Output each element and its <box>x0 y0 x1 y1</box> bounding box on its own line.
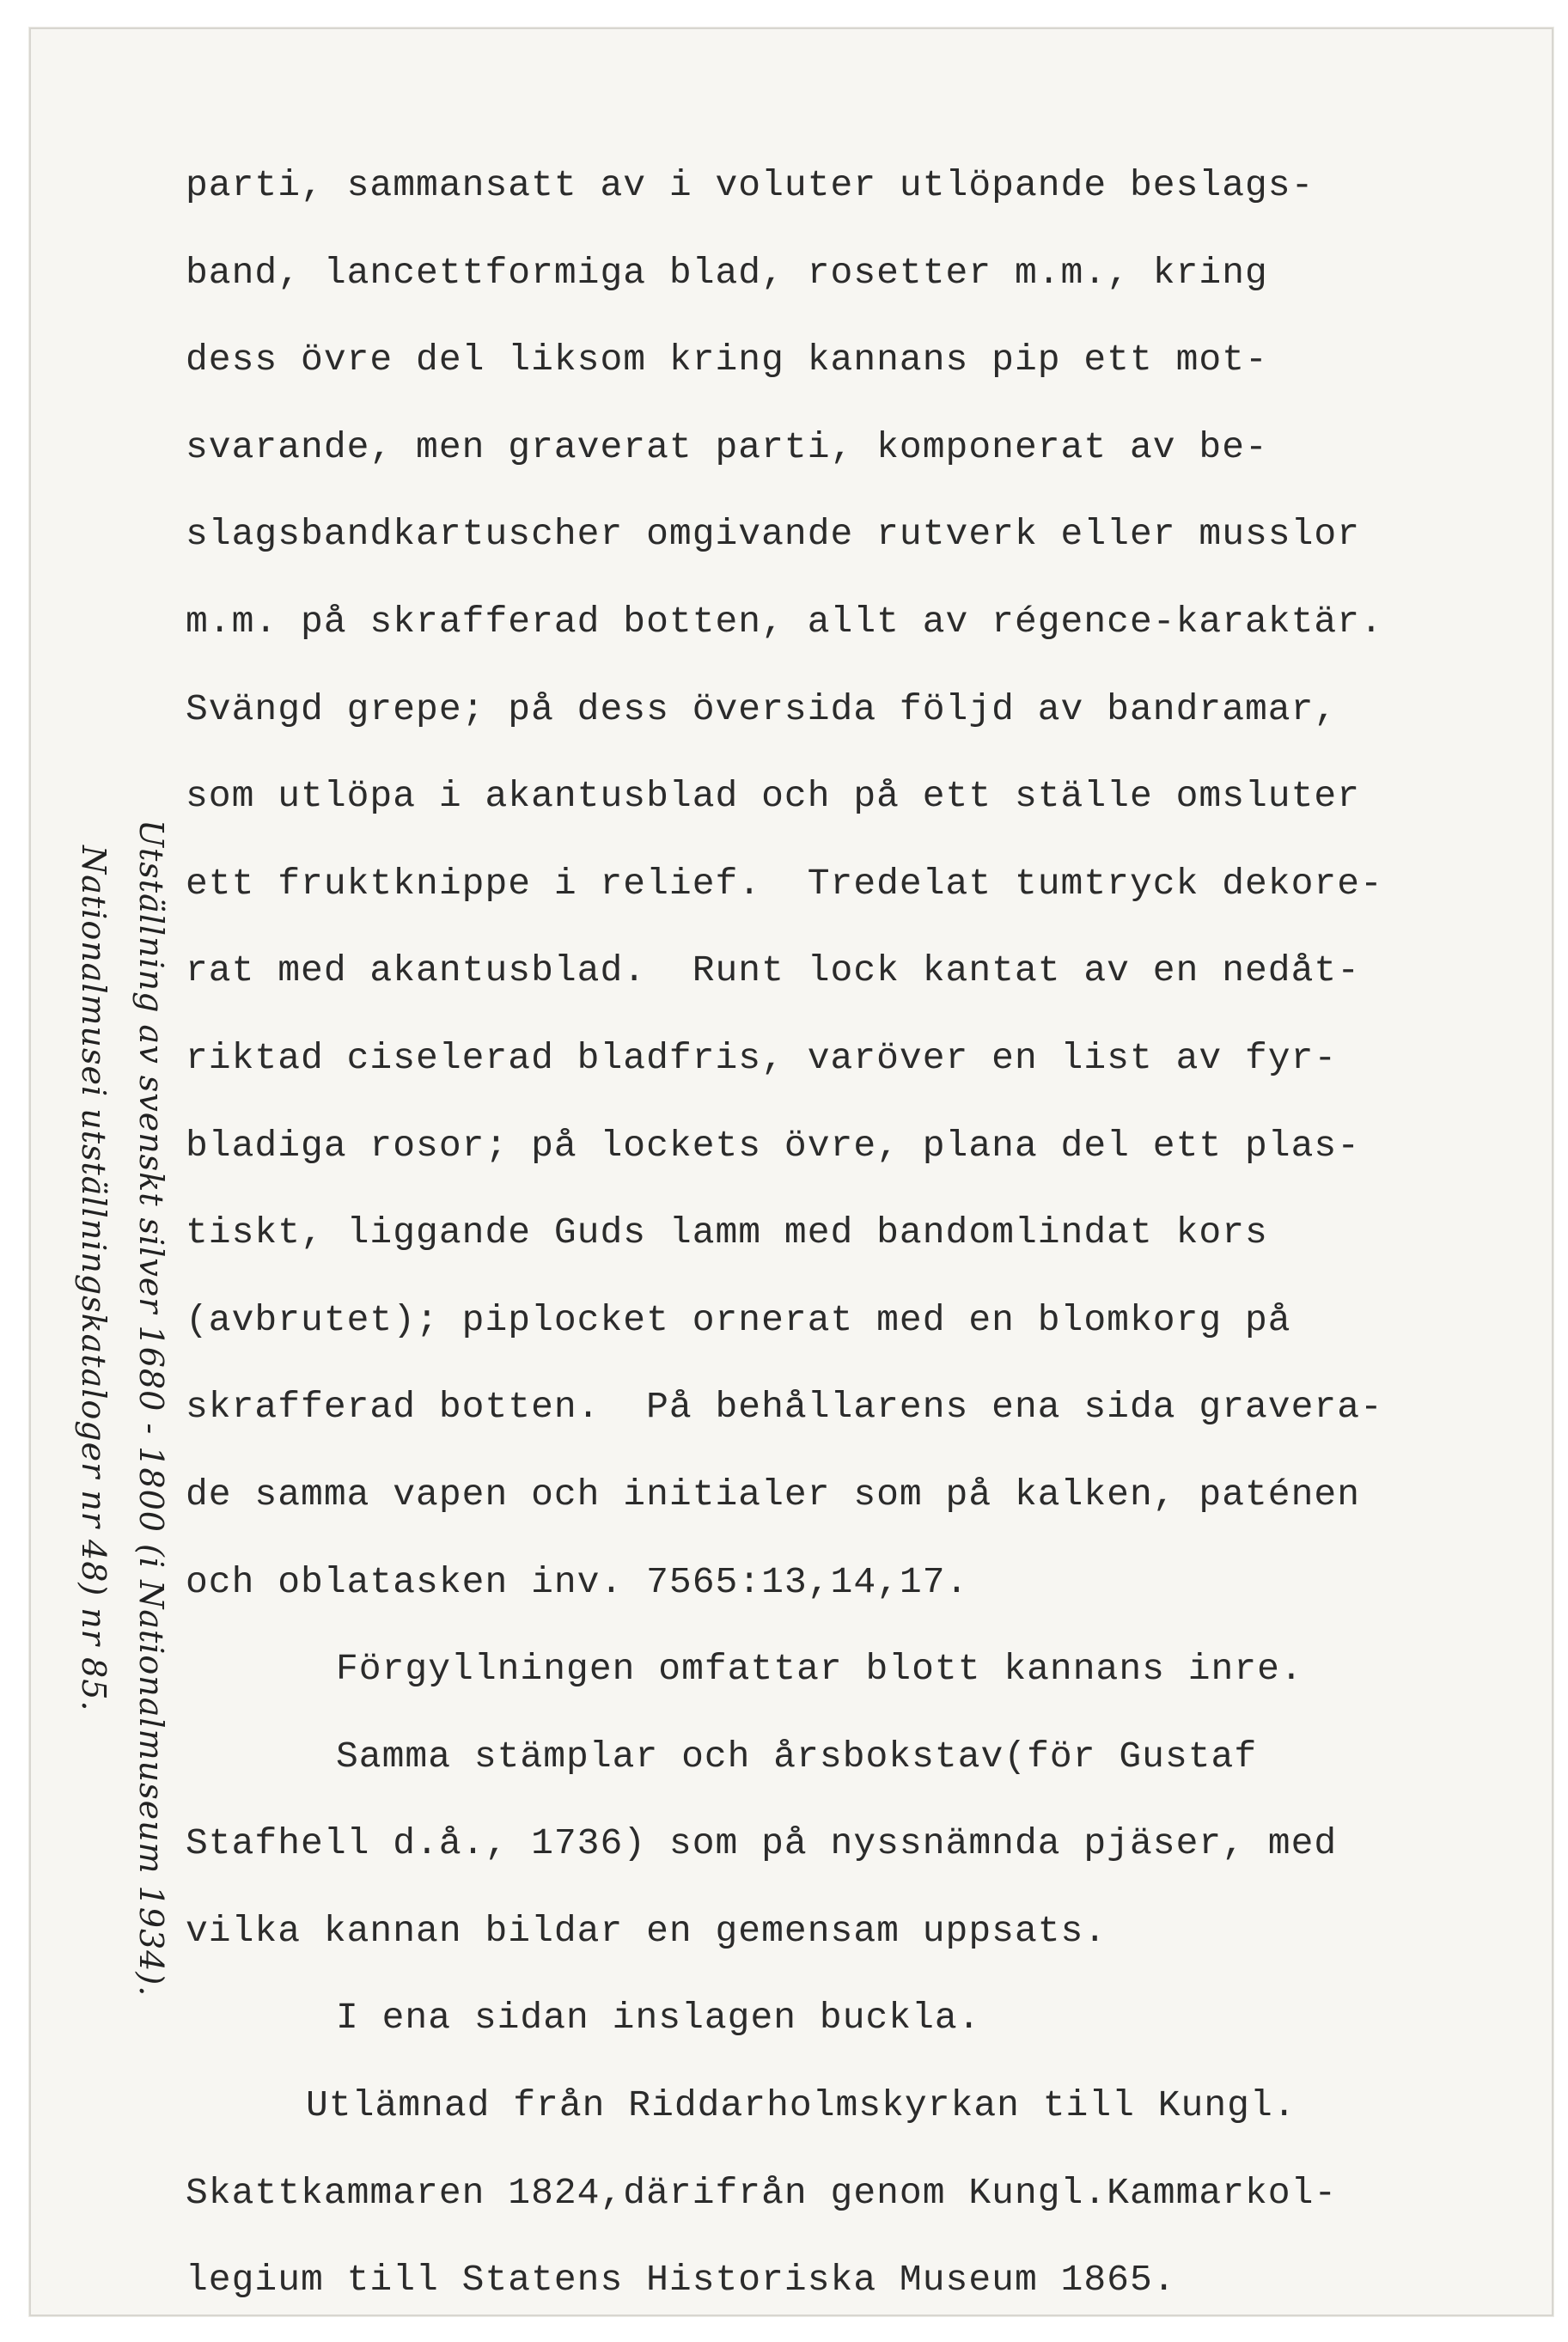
text-line: dess övre del liksom kring kannans pip ett mot- <box>186 338 1268 381</box>
text-line: Stafhell d.å., 1736) som på nyssnämnda pjäser, med <box>186 1822 1338 1865</box>
text-line: legium till Statens Historiska Museum 1865. <box>186 2259 1176 2302</box>
text-line: riktad ciselerad bladfris, varöver en list av fyr- <box>186 1036 1338 1079</box>
text-line: m.m. på skrafferad botten, allt av régence-karaktär. <box>186 600 1383 643</box>
text-line: som utlöpa i akantusblad och på ett ställe omsluter <box>186 775 1361 818</box>
text-line: svarande, men graverat parti, komponerat av be- <box>186 425 1268 468</box>
text-line: rat med akantusblad. Runt lock kantat av en nedåt- <box>186 949 1361 992</box>
text-line: vilka kannan bildar en gemensam uppsats. <box>186 1909 1107 1952</box>
text-line: Svängd grepe; på dess översida följd av bandramar, <box>186 687 1338 730</box>
text-line: bladiga rosor; på lockets övre, plana del ett plas- <box>186 1124 1361 1167</box>
text-line: Skattkammaren 1824,därifrån genom Kungl.Kammarkol- <box>186 2171 1338 2214</box>
text-line: slagsbandkartuscher omgivande rutverk eller musslor <box>186 513 1361 556</box>
text-line: tiskt, liggande Guds lamm med bandomlindat kors <box>186 1211 1268 1254</box>
text-line: och oblatasken inv. 7565:13,14,17. <box>186 1560 969 1603</box>
text-line: skrafferad botten. På behållarens ena sida gravera- <box>186 1386 1383 1429</box>
typed-text-body <box>186 160 1509 2342</box>
document-page <box>29 27 1553 2316</box>
text-line: Utlämnad från Riddarholmskyrkan till Kungl. <box>306 2084 1296 2127</box>
text-line: (avbrutet); piplocket ornerat med en blomkorg på <box>186 1298 1291 1341</box>
handwritten-margin-note: Nationalmusei utställningskataloger nr 48) nr 85. <box>75 845 113 1712</box>
handwritten-margin-note: Utställning av svenskt silver 1680 - 1800 (i Nationalmuseum 1934). <box>132 820 170 1997</box>
text-line: I ena sidan inslagen buckla. <box>336 1997 981 2040</box>
text-line: Förgyllningen omfattar blott kannans inre. <box>336 1648 1303 1691</box>
text-line: parti, sammansatt av i voluter utlöpande beslags- <box>186 164 1315 206</box>
text-line: ett fruktknippe i relief. Tredelat tumtryck dekore- <box>186 862 1383 905</box>
text-line: Samma stämplar och årsbokstav(för Gustaf <box>336 1735 1258 1778</box>
text-line: de samma vapen och initialer som på kalken, paténen <box>186 1473 1361 1516</box>
text-line: band, lancettformiga blad, rosetter m.m., kring <box>186 251 1268 294</box>
